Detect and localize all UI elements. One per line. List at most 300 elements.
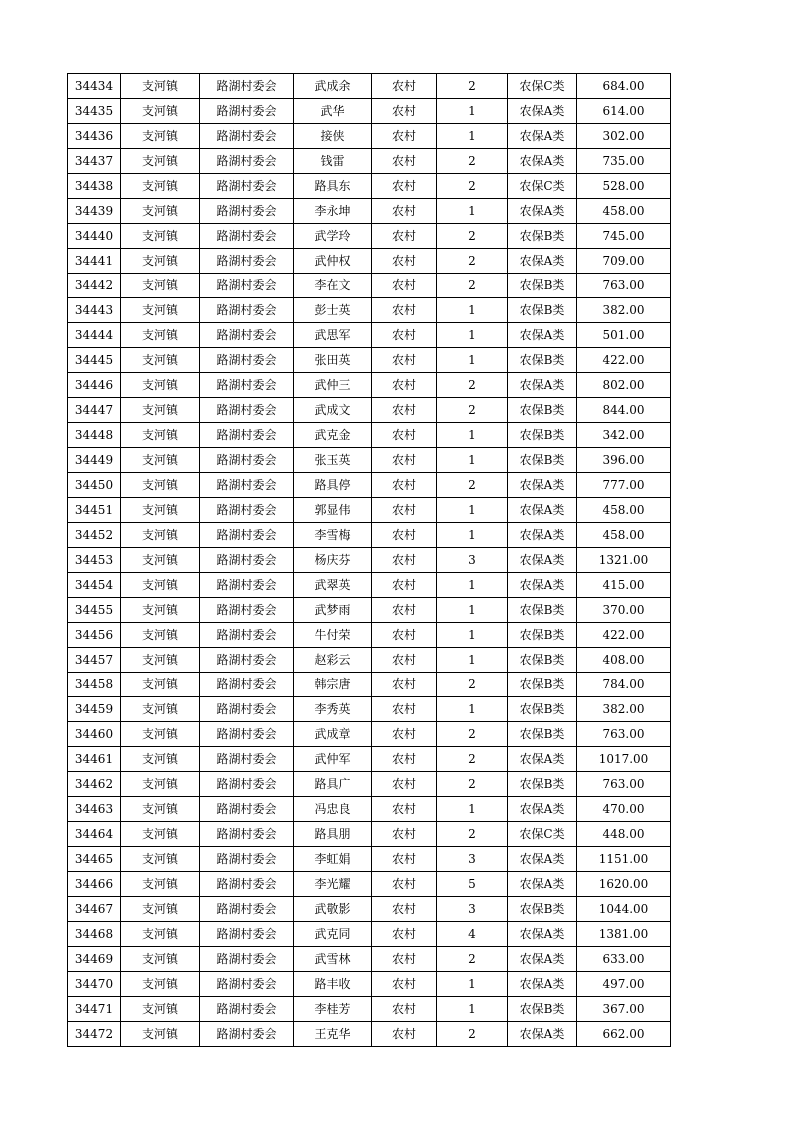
- cell-record-id: 34444: [68, 323, 121, 348]
- cell-town: 支河镇: [121, 1021, 200, 1046]
- cell-village-committee: 路湖村委会: [200, 921, 294, 946]
- cell-insurance-category: 农保A类: [508, 797, 577, 822]
- cell-person-name: 武敬影: [294, 896, 372, 921]
- cell-person-name: 李光耀: [294, 872, 372, 897]
- cell-insurance-category: 农保A类: [508, 198, 577, 223]
- cell-amount: 382.00: [577, 697, 671, 722]
- cell-household-count: 1: [437, 348, 508, 373]
- cell-village-committee: 路湖村委会: [200, 772, 294, 797]
- cell-village-committee: 路湖村委会: [200, 797, 294, 822]
- cell-village-committee: 路湖村委会: [200, 248, 294, 273]
- cell-town: 支河镇: [121, 872, 200, 897]
- cell-village-committee: 路湖村委会: [200, 497, 294, 522]
- cell-amount: 396.00: [577, 448, 671, 473]
- cell-person-name: 路具广: [294, 772, 372, 797]
- cell-person-name: 彭士英: [294, 298, 372, 323]
- cell-town: 支河镇: [121, 597, 200, 622]
- cell-area-type: 农村: [372, 896, 437, 921]
- cell-insurance-category: 农保B类: [508, 223, 577, 248]
- cell-amount: 342.00: [577, 423, 671, 448]
- cell-household-count: 2: [437, 772, 508, 797]
- cell-town: 支河镇: [121, 622, 200, 647]
- cell-town: 支河镇: [121, 747, 200, 772]
- cell-village-committee: 路湖村委会: [200, 872, 294, 897]
- cell-town: 支河镇: [121, 647, 200, 672]
- cell-village-committee: 路湖村委会: [200, 647, 294, 672]
- cell-insurance-category: 农保B类: [508, 273, 577, 298]
- cell-amount: 777.00: [577, 473, 671, 498]
- cell-record-id: 34436: [68, 123, 121, 148]
- cell-person-name: 路丰收: [294, 971, 372, 996]
- cell-amount: 784.00: [577, 672, 671, 697]
- cell-town: 支河镇: [121, 697, 200, 722]
- cell-record-id: 34460: [68, 722, 121, 747]
- table-row: [68, 747, 671, 772]
- cell-person-name: 武仲三: [294, 373, 372, 398]
- cell-area-type: 农村: [372, 946, 437, 971]
- cell-amount: 735.00: [577, 148, 671, 173]
- table-row: [68, 348, 671, 373]
- cell-village-committee: 路湖村委会: [200, 971, 294, 996]
- cell-town: 支河镇: [121, 772, 200, 797]
- table-row: [68, 473, 671, 498]
- cell-record-id: 34472: [68, 1021, 121, 1046]
- cell-area-type: 农村: [372, 423, 437, 448]
- table-row: [68, 722, 671, 747]
- cell-village-committee: 路湖村委会: [200, 223, 294, 248]
- cell-household-count: 1: [437, 123, 508, 148]
- cell-village-committee: 路湖村委会: [200, 722, 294, 747]
- cell-household-count: 3: [437, 547, 508, 572]
- cell-record-id: 34453: [68, 547, 121, 572]
- cell-town: 支河镇: [121, 497, 200, 522]
- cell-amount: 422.00: [577, 622, 671, 647]
- cell-person-name: 张玉英: [294, 448, 372, 473]
- cell-area-type: 农村: [372, 273, 437, 298]
- cell-household-count: 4: [437, 921, 508, 946]
- cell-village-committee: 路湖村委会: [200, 273, 294, 298]
- cell-town: 支河镇: [121, 822, 200, 847]
- table-row: [68, 198, 671, 223]
- cell-amount: 470.00: [577, 797, 671, 822]
- cell-household-count: 1: [437, 971, 508, 996]
- cell-town: 支河镇: [121, 522, 200, 547]
- cell-person-name: 李在文: [294, 273, 372, 298]
- cell-insurance-category: 农保B类: [508, 697, 577, 722]
- cell-area-type: 农村: [372, 747, 437, 772]
- cell-town: 支河镇: [121, 921, 200, 946]
- table-row: [68, 697, 671, 722]
- cell-village-committee: 路湖村委会: [200, 572, 294, 597]
- cell-person-name: 武仲军: [294, 747, 372, 772]
- table-row: [68, 996, 671, 1021]
- cell-person-name: 路具停: [294, 473, 372, 498]
- cell-person-name: 王克华: [294, 1021, 372, 1046]
- cell-village-committee: 路湖村委会: [200, 522, 294, 547]
- cell-amount: 745.00: [577, 223, 671, 248]
- cell-town: 支河镇: [121, 248, 200, 273]
- cell-town: 支河镇: [121, 198, 200, 223]
- cell-household-count: 1: [437, 996, 508, 1021]
- cell-record-id: 34465: [68, 847, 121, 872]
- cell-amount: 415.00: [577, 572, 671, 597]
- cell-amount: 501.00: [577, 323, 671, 348]
- cell-person-name: 武克同: [294, 921, 372, 946]
- cell-village-committee: 路湖村委会: [200, 697, 294, 722]
- cell-insurance-category: 农保C类: [508, 822, 577, 847]
- cell-area-type: 农村: [372, 872, 437, 897]
- cell-household-count: 2: [437, 822, 508, 847]
- cell-insurance-category: 农保A类: [508, 572, 577, 597]
- cell-household-count: 1: [437, 697, 508, 722]
- cell-insurance-category: 农保A类: [508, 872, 577, 897]
- cell-amount: 763.00: [577, 772, 671, 797]
- cell-village-committee: 路湖村委会: [200, 373, 294, 398]
- table-row: [68, 797, 671, 822]
- table-row: [68, 921, 671, 946]
- cell-record-id: 34435: [68, 98, 121, 123]
- cell-record-id: 34456: [68, 622, 121, 647]
- cell-household-count: 3: [437, 847, 508, 872]
- cell-area-type: 农村: [372, 822, 437, 847]
- cell-record-id: 34438: [68, 173, 121, 198]
- cell-household-count: 1: [437, 522, 508, 547]
- cell-record-id: 34464: [68, 822, 121, 847]
- cell-person-name: 冯忠良: [294, 797, 372, 822]
- cell-town: 支河镇: [121, 348, 200, 373]
- cell-person-name: 李桂芳: [294, 996, 372, 1021]
- cell-town: 支河镇: [121, 996, 200, 1021]
- cell-insurance-category: 农保A类: [508, 1021, 577, 1046]
- cell-amount: 763.00: [577, 722, 671, 747]
- cell-area-type: 农村: [372, 547, 437, 572]
- cell-record-id: 34448: [68, 423, 121, 448]
- cell-amount: 408.00: [577, 647, 671, 672]
- cell-area-type: 农村: [372, 697, 437, 722]
- cell-record-id: 34452: [68, 522, 121, 547]
- cell-record-id: 34434: [68, 74, 121, 99]
- cell-insurance-category: 农保C类: [508, 74, 577, 99]
- cell-area-type: 农村: [372, 198, 437, 223]
- cell-insurance-category: 农保A类: [508, 148, 577, 173]
- cell-amount: 684.00: [577, 74, 671, 99]
- cell-amount: 367.00: [577, 996, 671, 1021]
- cell-town: 支河镇: [121, 223, 200, 248]
- cell-amount: 1381.00: [577, 921, 671, 946]
- cell-household-count: 1: [437, 497, 508, 522]
- cell-household-count: 1: [437, 448, 508, 473]
- cell-village-committee: 路湖村委会: [200, 98, 294, 123]
- cell-town: 支河镇: [121, 448, 200, 473]
- cell-record-id: 34443: [68, 298, 121, 323]
- cell-area-type: 农村: [372, 473, 437, 498]
- cell-amount: 382.00: [577, 298, 671, 323]
- cell-town: 支河镇: [121, 74, 200, 99]
- cell-area-type: 农村: [372, 597, 437, 622]
- cell-town: 支河镇: [121, 847, 200, 872]
- table-row: [68, 448, 671, 473]
- cell-person-name: 武成章: [294, 722, 372, 747]
- cell-village-committee: 路湖村委会: [200, 74, 294, 99]
- cell-town: 支河镇: [121, 946, 200, 971]
- cell-person-name: 武成文: [294, 398, 372, 423]
- cell-village-committee: 路湖村委会: [200, 173, 294, 198]
- cell-town: 支河镇: [121, 722, 200, 747]
- cell-household-count: 2: [437, 747, 508, 772]
- table-row: [68, 298, 671, 323]
- cell-household-count: 1: [437, 572, 508, 597]
- cell-household-count: 1: [437, 298, 508, 323]
- cell-amount: 614.00: [577, 98, 671, 123]
- table-row: [68, 248, 671, 273]
- cell-household-count: 1: [437, 597, 508, 622]
- cell-household-count: 2: [437, 946, 508, 971]
- cell-household-count: 5: [437, 872, 508, 897]
- cell-village-committee: 路湖村委会: [200, 423, 294, 448]
- cell-person-name: 牛付荣: [294, 622, 372, 647]
- cell-insurance-category: 农保A类: [508, 921, 577, 946]
- cell-insurance-category: 农保B类: [508, 647, 577, 672]
- cell-village-committee: 路湖村委会: [200, 896, 294, 921]
- table-body: [68, 74, 671, 1047]
- cell-record-id: 34437: [68, 148, 121, 173]
- cell-area-type: 农村: [372, 123, 437, 148]
- cell-person-name: 接侠: [294, 123, 372, 148]
- cell-household-count: 2: [437, 248, 508, 273]
- cell-insurance-category: 农保A类: [508, 98, 577, 123]
- cell-person-name: 张田英: [294, 348, 372, 373]
- cell-record-id: 34441: [68, 248, 121, 273]
- cell-record-id: 34457: [68, 647, 121, 672]
- cell-amount: 528.00: [577, 173, 671, 198]
- table-row: [68, 872, 671, 897]
- cell-record-id: 34459: [68, 697, 121, 722]
- cell-record-id: 34450: [68, 473, 121, 498]
- table-row: [68, 847, 671, 872]
- cell-village-committee: 路湖村委会: [200, 348, 294, 373]
- cell-village-committee: 路湖村委会: [200, 946, 294, 971]
- cell-amount: 1017.00: [577, 747, 671, 772]
- cell-town: 支河镇: [121, 398, 200, 423]
- cell-town: 支河镇: [121, 797, 200, 822]
- cell-town: 支河镇: [121, 123, 200, 148]
- cell-area-type: 农村: [372, 298, 437, 323]
- cell-insurance-category: 农保B类: [508, 996, 577, 1021]
- cell-amount: 370.00: [577, 597, 671, 622]
- cell-record-id: 34467: [68, 896, 121, 921]
- cell-amount: 302.00: [577, 123, 671, 148]
- cell-household-count: 2: [437, 223, 508, 248]
- cell-village-committee: 路湖村委会: [200, 298, 294, 323]
- cell-amount: 844.00: [577, 398, 671, 423]
- data-sheet: [67, 73, 670, 1047]
- table-row: [68, 896, 671, 921]
- cell-insurance-category: 农保A类: [508, 971, 577, 996]
- cell-village-committee: 路湖村委会: [200, 996, 294, 1021]
- table-row: [68, 148, 671, 173]
- cell-record-id: 34439: [68, 198, 121, 223]
- cell-area-type: 农村: [372, 373, 437, 398]
- cell-insurance-category: 农保A类: [508, 497, 577, 522]
- cell-town: 支河镇: [121, 298, 200, 323]
- cell-insurance-category: 农保B类: [508, 772, 577, 797]
- cell-person-name: 路具东: [294, 173, 372, 198]
- cell-amount: 763.00: [577, 273, 671, 298]
- cell-village-committee: 路湖村委会: [200, 398, 294, 423]
- table-row: [68, 423, 671, 448]
- cell-household-count: 2: [437, 473, 508, 498]
- cell-amount: 662.00: [577, 1021, 671, 1046]
- cell-town: 支河镇: [121, 896, 200, 921]
- cell-person-name: 武成余: [294, 74, 372, 99]
- cell-village-committee: 路湖村委会: [200, 123, 294, 148]
- cell-town: 支河镇: [121, 373, 200, 398]
- cell-person-name: 钱雷: [294, 148, 372, 173]
- cell-insurance-category: 农保B类: [508, 597, 577, 622]
- table-row: [68, 772, 671, 797]
- cell-amount: 709.00: [577, 248, 671, 273]
- cell-area-type: 农村: [372, 497, 437, 522]
- table-row: [68, 522, 671, 547]
- cell-record-id: 34468: [68, 921, 121, 946]
- cell-area-type: 农村: [372, 323, 437, 348]
- table-row: [68, 647, 671, 672]
- cell-amount: 633.00: [577, 946, 671, 971]
- cell-town: 支河镇: [121, 971, 200, 996]
- table-row: [68, 323, 671, 348]
- cell-household-count: 1: [437, 423, 508, 448]
- cell-area-type: 农村: [372, 921, 437, 946]
- cell-area-type: 农村: [372, 772, 437, 797]
- cell-village-committee: 路湖村委会: [200, 597, 294, 622]
- cell-household-count: 2: [437, 672, 508, 697]
- cell-person-name: 武仲权: [294, 248, 372, 273]
- cell-person-name: 武学玲: [294, 223, 372, 248]
- cell-insurance-category: 农保A类: [508, 547, 577, 572]
- cell-household-count: 2: [437, 74, 508, 99]
- cell-household-count: 1: [437, 622, 508, 647]
- cell-area-type: 农村: [372, 572, 437, 597]
- cell-household-count: 2: [437, 1021, 508, 1046]
- cell-household-count: 2: [437, 273, 508, 298]
- cell-area-type: 农村: [372, 522, 437, 547]
- cell-record-id: 34449: [68, 448, 121, 473]
- cell-record-id: 34455: [68, 597, 121, 622]
- cell-amount: 497.00: [577, 971, 671, 996]
- cell-household-count: 2: [437, 373, 508, 398]
- cell-insurance-category: 农保B类: [508, 672, 577, 697]
- cell-insurance-category: 农保B类: [508, 896, 577, 921]
- cell-area-type: 农村: [372, 348, 437, 373]
- cell-person-name: 武克金: [294, 423, 372, 448]
- cell-household-count: 1: [437, 797, 508, 822]
- cell-insurance-category: 农保B类: [508, 298, 577, 323]
- table-row: [68, 398, 671, 423]
- table-row: [68, 497, 671, 522]
- cell-record-id: 34466: [68, 872, 121, 897]
- cell-area-type: 农村: [372, 74, 437, 99]
- table-row: [68, 223, 671, 248]
- cell-person-name: 路具朋: [294, 822, 372, 847]
- cell-person-name: 武雪林: [294, 946, 372, 971]
- table-row: [68, 971, 671, 996]
- table-row: [68, 547, 671, 572]
- cell-area-type: 农村: [372, 398, 437, 423]
- cell-village-committee: 路湖村委会: [200, 1021, 294, 1046]
- cell-village-committee: 路湖村委会: [200, 473, 294, 498]
- cell-town: 支河镇: [121, 547, 200, 572]
- table-row: [68, 622, 671, 647]
- cell-area-type: 农村: [372, 722, 437, 747]
- cell-insurance-category: 农保B类: [508, 448, 577, 473]
- cell-village-committee: 路湖村委会: [200, 622, 294, 647]
- table-row: [68, 946, 671, 971]
- cell-town: 支河镇: [121, 672, 200, 697]
- cell-person-name: 武思军: [294, 323, 372, 348]
- cell-insurance-category: 农保B类: [508, 423, 577, 448]
- cell-person-name: 武翠英: [294, 572, 372, 597]
- cell-insurance-category: 农保A类: [508, 473, 577, 498]
- cell-record-id: 34471: [68, 996, 121, 1021]
- cell-person-name: 武华: [294, 98, 372, 123]
- cell-area-type: 农村: [372, 148, 437, 173]
- cell-household-count: 2: [437, 148, 508, 173]
- cell-household-count: 2: [437, 398, 508, 423]
- cell-record-id: 34461: [68, 747, 121, 772]
- cell-insurance-category: 农保A类: [508, 373, 577, 398]
- cell-town: 支河镇: [121, 98, 200, 123]
- cell-town: 支河镇: [121, 173, 200, 198]
- cell-town: 支河镇: [121, 473, 200, 498]
- cell-insurance-category: 农保B类: [508, 622, 577, 647]
- cell-insurance-category: 农保A类: [508, 123, 577, 148]
- cell-amount: 458.00: [577, 497, 671, 522]
- cell-insurance-category: 农保A类: [508, 747, 577, 772]
- cell-town: 支河镇: [121, 323, 200, 348]
- cell-household-count: 3: [437, 896, 508, 921]
- cell-area-type: 农村: [372, 248, 437, 273]
- cell-person-name: 武梦雨: [294, 597, 372, 622]
- cell-amount: 1321.00: [577, 547, 671, 572]
- cell-amount: 1044.00: [577, 896, 671, 921]
- table-row: [68, 572, 671, 597]
- cell-record-id: 34447: [68, 398, 121, 423]
- cell-household-count: 1: [437, 98, 508, 123]
- cell-household-count: 1: [437, 323, 508, 348]
- cell-record-id: 34440: [68, 223, 121, 248]
- cell-record-id: 34446: [68, 373, 121, 398]
- cell-village-committee: 路湖村委会: [200, 448, 294, 473]
- cell-record-id: 34463: [68, 797, 121, 822]
- cell-amount: 458.00: [577, 522, 671, 547]
- table-row: [68, 672, 671, 697]
- cell-record-id: 34470: [68, 971, 121, 996]
- cell-area-type: 农村: [372, 622, 437, 647]
- cell-amount: 802.00: [577, 373, 671, 398]
- cell-area-type: 农村: [372, 1021, 437, 1046]
- cell-household-count: 2: [437, 722, 508, 747]
- cell-person-name: 李雪梅: [294, 522, 372, 547]
- cell-insurance-category: 农保B类: [508, 722, 577, 747]
- cell-area-type: 农村: [372, 173, 437, 198]
- cell-amount: 448.00: [577, 822, 671, 847]
- cell-person-name: 李秀英: [294, 697, 372, 722]
- cell-area-type: 农村: [372, 448, 437, 473]
- cell-person-name: 赵彩云: [294, 647, 372, 672]
- cell-person-name: 李永坤: [294, 198, 372, 223]
- cell-amount: 458.00: [577, 198, 671, 223]
- table-row: [68, 173, 671, 198]
